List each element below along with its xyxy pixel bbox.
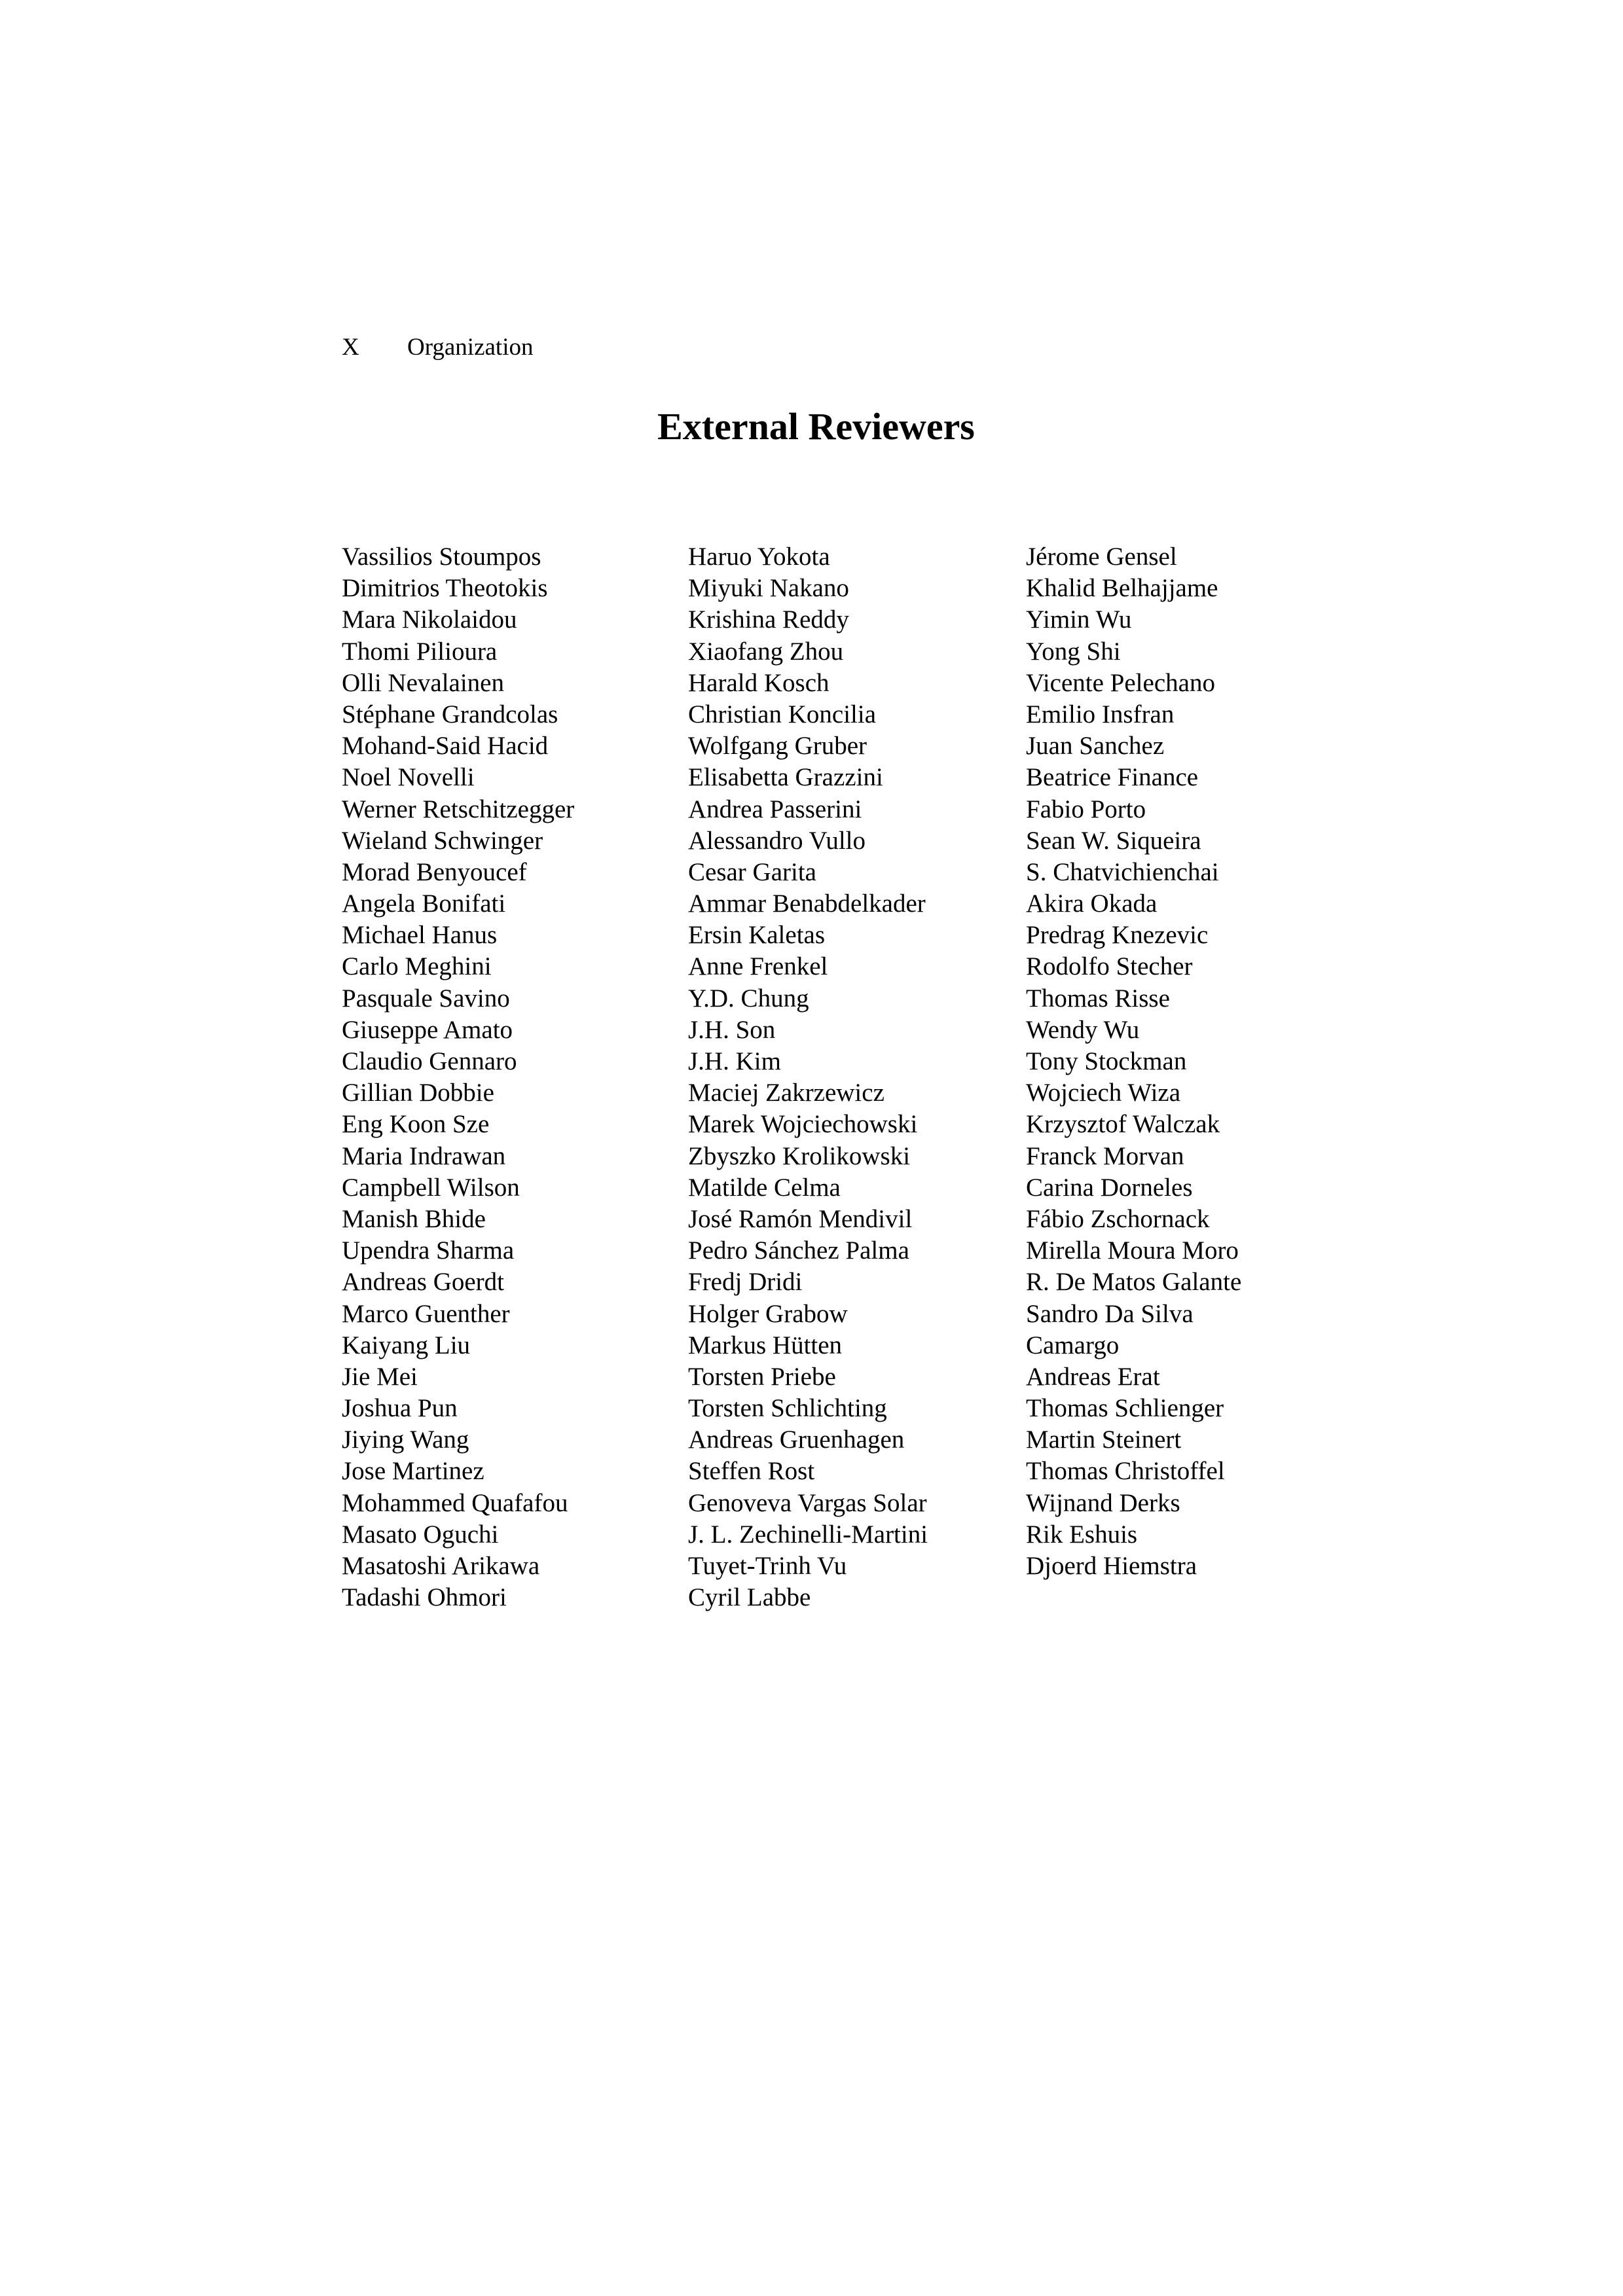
reviewer-name: Maciej Zakrzewicz bbox=[688, 1079, 884, 1107]
reviewer-name: Jie Mei bbox=[342, 1362, 418, 1391]
running-head bbox=[342, 332, 533, 363]
reviewer-name: Rik Eshuis bbox=[1026, 1520, 1138, 1549]
reviewer-name: Ersin Kaletas bbox=[688, 921, 826, 950]
reviewer-name: Mohammed Quafafou bbox=[342, 1488, 568, 1517]
reviewer-name: Pedro Sánchez Palma bbox=[688, 1236, 909, 1265]
reviewer-name: Ammar Benabdelkader bbox=[688, 889, 926, 918]
reviewer-name: Djoerd Hiemstra bbox=[1026, 1552, 1197, 1580]
reviewer-name: Carina Dorneles bbox=[1026, 1173, 1193, 1202]
reviewer-name: Sean W. Siqueira bbox=[1026, 826, 1201, 855]
reviewer-name: Beatrice Finance bbox=[1026, 763, 1199, 792]
reviewer-name: Martin Steinert bbox=[1026, 1426, 1182, 1454]
reviewer-name: Tuyet-Trinh Vu bbox=[688, 1552, 847, 1580]
reviewer-name: J.H. Son bbox=[688, 1015, 776, 1044]
reviewer-name: Dimitrios Theotokis bbox=[342, 574, 548, 603]
reviewer-name: Mara Nikolaidou bbox=[342, 605, 517, 634]
reviewer-name: Xiaofang Zhou bbox=[688, 637, 844, 666]
reviewer-name: Fábio Zschornack bbox=[1026, 1204, 1210, 1233]
reviewer-name: Thomas Risse bbox=[1026, 984, 1170, 1013]
reviewer-name: Thomas Schlienger bbox=[1026, 1394, 1224, 1423]
reviewer-name: Y.D. Chung bbox=[688, 984, 809, 1013]
reviewer-name: Olli Nevalainen bbox=[342, 668, 504, 697]
page-number: X bbox=[342, 334, 359, 361]
reviewer-name: Franck Morvan bbox=[1026, 1141, 1184, 1170]
reviewer-name: Jérome Gensel bbox=[1026, 543, 1177, 571]
reviewer-name: Andrea Passerini bbox=[688, 795, 862, 823]
reviewer-name: Krzysztof Walczak bbox=[1026, 1110, 1220, 1139]
reviewer-name: Wendy Wu bbox=[1026, 1015, 1140, 1044]
reviewer-name: Yimin Wu bbox=[1026, 605, 1132, 634]
section-title: External Reviewers bbox=[657, 405, 975, 448]
reviewer-name: Cesar Garita bbox=[688, 857, 816, 886]
reviewer-name: Torsten Schlichting bbox=[688, 1394, 887, 1423]
reviewer-name: Miyuki Nakano bbox=[688, 574, 849, 603]
reviewer-column-3 bbox=[1026, 541, 1241, 1582]
reviewer-name: Holger Grabow bbox=[688, 1299, 848, 1328]
reviewer-name: Tony Stockman bbox=[1026, 1047, 1187, 1075]
reviewer-name: Wieland Schwinger bbox=[342, 826, 543, 855]
reviewer-name: Thomi Pilioura bbox=[342, 637, 498, 666]
reviewer-name: Christian Koncilia bbox=[688, 700, 877, 728]
reviewer-name: Emilio Insfran bbox=[1026, 700, 1175, 728]
reviewer-name: Marek Wojciechowski bbox=[688, 1110, 918, 1139]
reviewer-name: Werner Retschitzegger bbox=[342, 795, 575, 823]
reviewer-name: Predrag Knezevic bbox=[1026, 921, 1209, 950]
reviewer-name: Wojciech Wiza bbox=[1026, 1079, 1181, 1107]
reviewer-name: Alessandro Vullo bbox=[688, 826, 866, 855]
reviewer-name: Haruo Yokota bbox=[688, 543, 830, 571]
reviewer-name: Wijnand Derks bbox=[1026, 1488, 1180, 1517]
reviewer-name: Anne Frenkel bbox=[688, 952, 828, 981]
running-title: Organization bbox=[407, 334, 534, 361]
reviewer-name: Morad Benyoucef bbox=[342, 857, 527, 886]
reviewer-name: Zbyszko Krolikowski bbox=[688, 1141, 911, 1170]
reviewer-name: Mirella Moura Moro bbox=[1026, 1236, 1239, 1265]
reviewer-name: Torsten Priebe bbox=[688, 1362, 836, 1391]
reviewer-name: Marco Guenther bbox=[342, 1299, 510, 1328]
reviewer-name: Giuseppe Amato bbox=[342, 1015, 513, 1044]
reviewer-name: Manish Bhide bbox=[342, 1204, 486, 1233]
reviewer-name: Campbell Wilson bbox=[342, 1173, 520, 1202]
reviewer-name: Juan Sanchez bbox=[1026, 732, 1165, 761]
reviewer-name: Harald Kosch bbox=[688, 668, 830, 697]
reviewer-name: Sandro Da Silva bbox=[1026, 1299, 1194, 1328]
reviewer-name: Jiying Wang bbox=[342, 1426, 469, 1454]
reviewer-name: Masato Oguchi bbox=[342, 1520, 499, 1549]
reviewer-name: Jose Martinez bbox=[342, 1457, 484, 1486]
reviewer-name: Andreas Gruenhagen bbox=[688, 1426, 905, 1454]
reviewer-name: J. L. Zechinelli-Martini bbox=[688, 1520, 928, 1549]
reviewer-name: Thomas Christoffel bbox=[1026, 1457, 1225, 1486]
reviewer-name: Eng Koon Sze bbox=[342, 1110, 490, 1139]
reviewer-name: R. De Matos Galante bbox=[1026, 1268, 1242, 1297]
reviewer-name: Akira Okada bbox=[1026, 889, 1158, 918]
reviewer-name: Upendra Sharma bbox=[342, 1236, 515, 1265]
reviewer-name: Yong Shi bbox=[1026, 637, 1121, 666]
reviewer-column-1 bbox=[342, 541, 574, 1613]
reviewer-name: Genoveva Vargas Solar bbox=[688, 1488, 927, 1517]
reviewer-name: Markus Hütten bbox=[688, 1331, 843, 1359]
reviewer-name: Vassilios Stoumpos bbox=[342, 543, 541, 571]
reviewer-name: Stéphane Grandcolas bbox=[342, 700, 558, 728]
reviewer-name: Matilde Celma bbox=[688, 1173, 841, 1202]
reviewer-name: Michael Hanus bbox=[342, 921, 498, 950]
reviewer-name: Camargo bbox=[1026, 1331, 1120, 1359]
reviewer-name: Joshua Pun bbox=[342, 1394, 458, 1423]
reviewer-name: Kaiyang Liu bbox=[342, 1331, 471, 1359]
reviewer-name: Noel Novelli bbox=[342, 763, 475, 792]
reviewer-name: Cyril Labbe bbox=[688, 1583, 811, 1612]
reviewer-name: Khalid Belhajjame bbox=[1026, 574, 1218, 603]
reviewer-name: Angela Bonifati bbox=[342, 889, 506, 918]
reviewer-name: J.H. Kim bbox=[688, 1047, 781, 1075]
reviewer-name: Vicente Pelechano bbox=[1026, 668, 1215, 697]
reviewer-name: Tadashi Ohmori bbox=[342, 1583, 507, 1612]
reviewer-name: Maria Indrawan bbox=[342, 1141, 506, 1170]
reviewer-name: Fabio Porto bbox=[1026, 795, 1146, 823]
reviewer-name: Krishina Reddy bbox=[688, 605, 849, 634]
reviewer-column-2 bbox=[688, 541, 928, 1613]
reviewer-name: Wolfgang Gruber bbox=[688, 732, 867, 761]
reviewer-name: Elisabetta Grazzini bbox=[688, 763, 883, 792]
reviewer-name: Gillian Dobbie bbox=[342, 1079, 494, 1107]
reviewer-name: Mohand-Said Hacid bbox=[342, 732, 549, 761]
reviewer-name: Claudio Gennaro bbox=[342, 1047, 517, 1075]
reviewer-name: Masatoshi Arikawa bbox=[342, 1552, 540, 1580]
reviewer-name: Andreas Erat bbox=[1026, 1362, 1160, 1391]
reviewer-name: Steffen Rost bbox=[688, 1457, 815, 1486]
reviewer-name: Andreas Goerdt bbox=[342, 1268, 504, 1297]
reviewer-name: Rodolfo Stecher bbox=[1026, 952, 1193, 981]
reviewer-name: Pasquale Savino bbox=[342, 984, 510, 1013]
reviewer-name: Carlo Meghini bbox=[342, 952, 492, 981]
reviewer-name: Fredj Dridi bbox=[688, 1268, 803, 1297]
reviewer-name: José Ramón Mendivil bbox=[688, 1204, 913, 1233]
reviewer-name: S. Chatvichienchai bbox=[1026, 857, 1219, 886]
